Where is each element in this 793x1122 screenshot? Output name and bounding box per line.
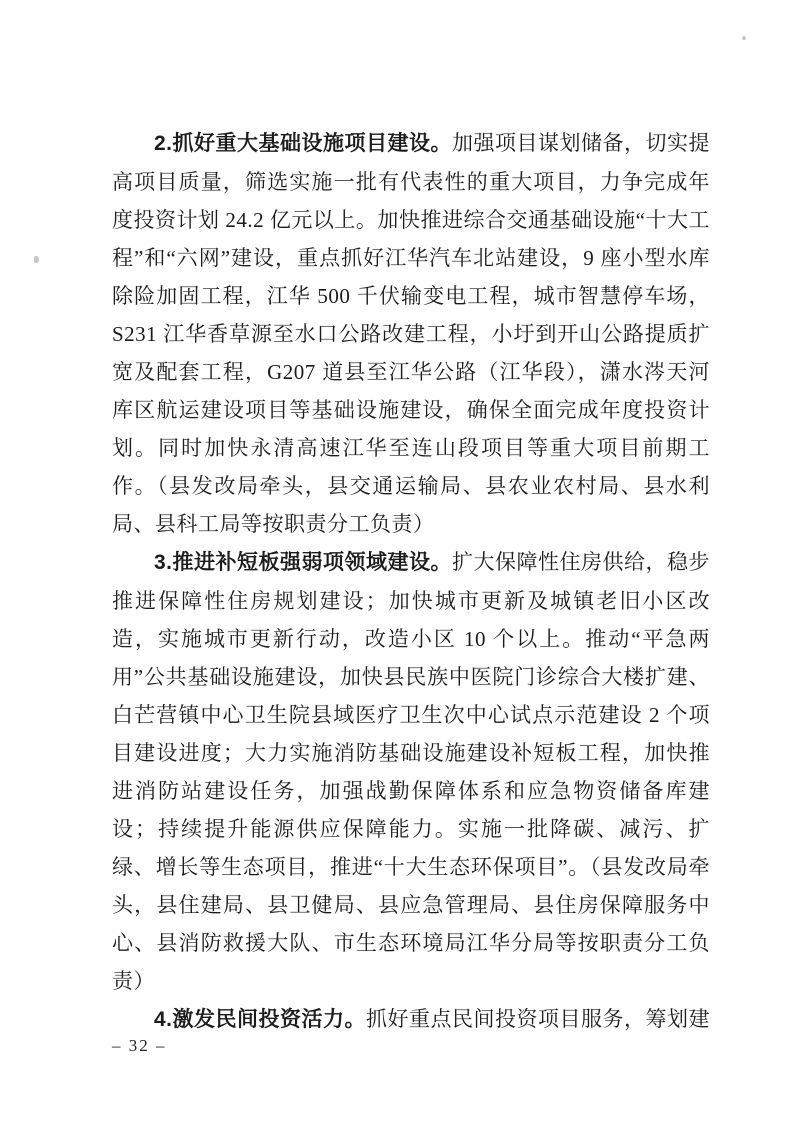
paragraph-2 [112, 124, 710, 543]
paragraph-4-heading: 4.激发民间投资活力。 [154, 1008, 367, 1031]
paragraph-3-heading: 3.推进补短板强弱项领域建设。 [154, 551, 453, 574]
paragraph-2-text: 加强项目谋划储备，切实提高项目质量，筛选实施一批有代表性的重大项目，力争完成年度投资计划 24.2 亿元以上。加快推进综合交通基础设施“十大工程”和“六网”建设，重点抓好江华汽车北站建设，9 座小型水库除险加固工程，江华 500 千伏输变电工程，城市智慧停车场，S231 江华香草源至水口公路改建工程，小圩到开山公路提质扩宽及配套工程，G207 道县至江华公路（江华段），潇水涔天河库区航运建设项目等基础设施建设，确保全面完成年度投资计划。同时加快永清高速江华至连山段项目等重大项目前期工作。（县发改局牵头，县交通运输局、县农业农村局、县水利局、县科工局等按职责分工负责） [112, 131, 711, 536]
paragraph-3 [112, 543, 710, 1000]
paragraph-4 [112, 1000, 710, 1039]
scan-artifact [34, 256, 39, 263]
paragraph-2-heading: 2.抓好重大基础设施项目建设。 [154, 132, 453, 155]
paragraph-3-text: 扩大保障性住房供给，稳步推进保障性住房规划建设；加快城市更新及城镇老旧小区改造，实施城市更新行动，改造小区 10 个以上。推动“平急两用”公共基础设施建设，加快县民族中医院门诊综合大楼扩建、白芒营镇中心卫生院县域医疗卫生次中心试点示范建设 2 个项目建设进度；大力实施消防基础设施建设补短板工程，加快推进消防站建设任务，加强战勤保障体系和应急物资储备库建设；持续提升能源供应保障能力。实施一批降碳、减污、扩绿、增长等生态项目，推进“十大生态环保项目”。（县发改局牵头，县住建局、县卫健局、县应急管理局、县住房保障服务中心、县消防救援大队、市生态环境局江华分局等按职责分工负责） [112, 550, 711, 993]
scan-artifact [742, 36, 746, 40]
document-body [112, 124, 710, 1039]
paragraph-4-text: 抓好重点民间投资项目服务，筹划建 [366, 1007, 711, 1031]
page-number: – 32 – [112, 1036, 167, 1055]
